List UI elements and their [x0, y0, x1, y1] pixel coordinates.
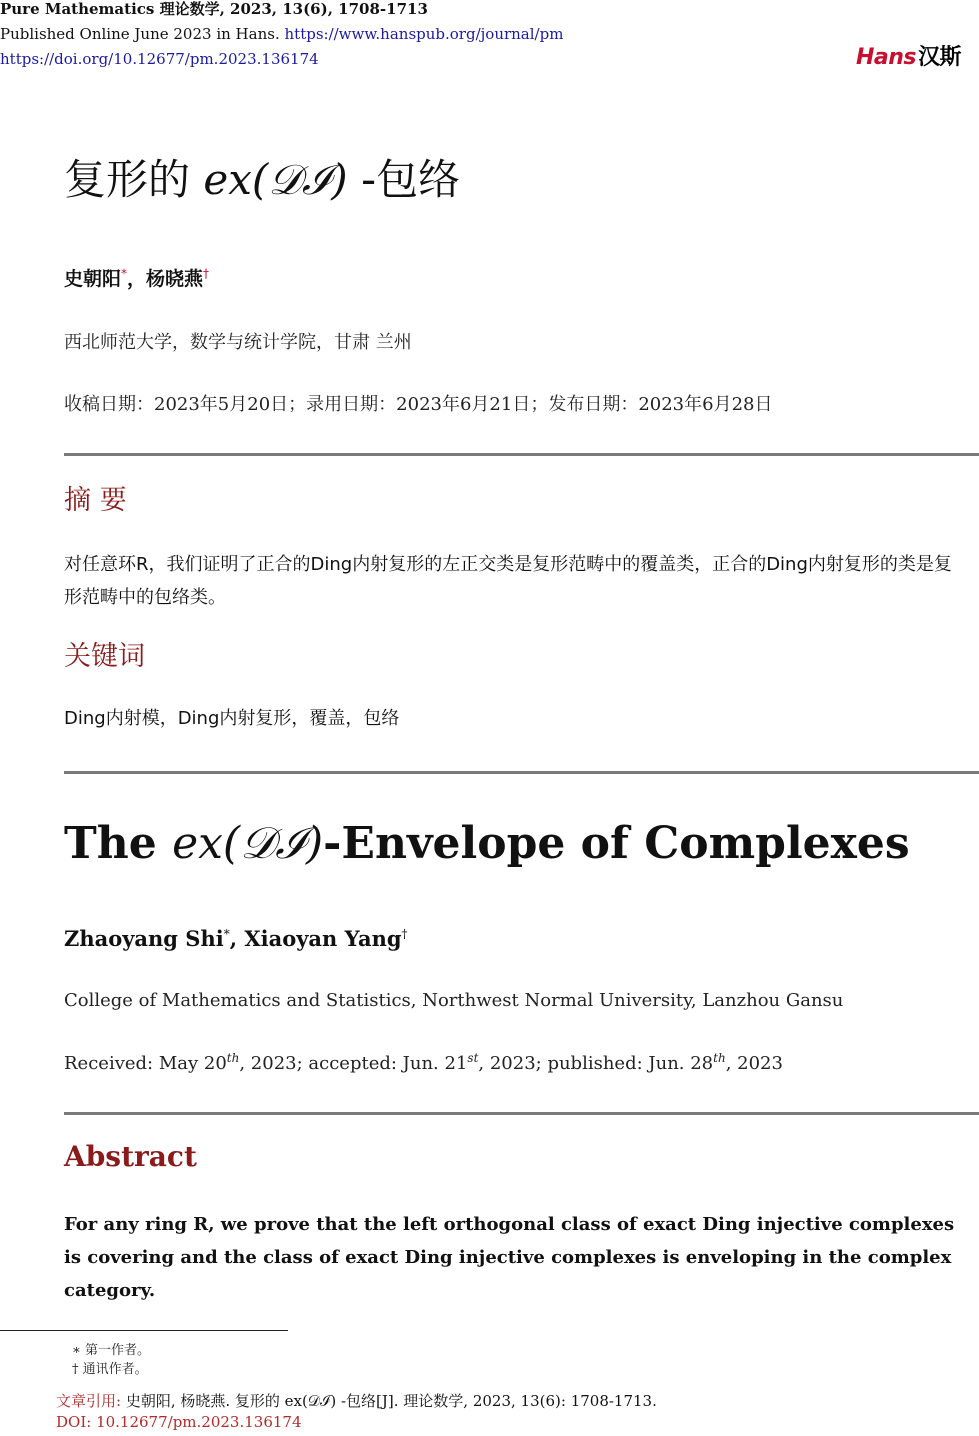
en-title [64, 812, 910, 876]
cn-author-1-mark: * [121, 266, 128, 281]
cn-author-2: 杨晓燕 [146, 268, 204, 290]
cn-abstract-text: 对任意环R，我们证明了正合的Ding内射复形的左正交类是复形范畴中的覆盖类，正合的Ding内射复形的类是复形范畴中的包络类。 [64, 554, 952, 608]
doi-link[interactable]: https://doi.org/10.12677/pm.2023.136174 [0, 50, 319, 68]
cn-title-prefix: 复形的 [64, 155, 191, 204]
section-rule [64, 453, 979, 456]
en-title-prefix: The [64, 818, 157, 869]
en-dates [64, 1051, 783, 1074]
citation [56, 1390, 657, 1412]
en-author-1: Zhaoyang Shi [64, 926, 224, 951]
en-abstract-heading: Abstract [64, 1140, 197, 1173]
footnote-mark-2: † [72, 1362, 79, 1377]
cn-keywords-text: Ding内射模，Ding内射复形，覆盖，包络 [64, 708, 400, 729]
journal-line: Pure Mathematics 理论数学, 2023, 13(6), 1708-1713 [0, 0, 428, 18]
published-text: Published Online June 2023 in Hans. [0, 25, 280, 43]
en-title-math: ex(𝒟ℐ) [172, 818, 324, 869]
en-affiliation: College of Mathematics and Statistics, Northwest Normal University, Lanzhou Gansu [64, 990, 844, 1011]
en-authors [64, 926, 408, 951]
en-date-received: Received: May 20 [64, 1053, 227, 1074]
cn-affiliation: 西北师范大学，数学与统计学院，甘肃 兰州 [64, 332, 412, 353]
citation-doi[interactable]: DOI: 10.12677/pm.2023.136174 [56, 1413, 302, 1431]
citation-label: 文章引用: [56, 1392, 122, 1410]
en-title-suffix: -Envelope of Complexes [323, 818, 910, 869]
cn-dates: 收稿日期：2023年5月20日；录用日期：2023年6月21日；发布日期：2023年6月28日 [64, 394, 773, 415]
footnote-corresponding [72, 1360, 148, 1380]
en-date-published: , 2023; published: Jun. 28 [478, 1053, 714, 1074]
cn-title-math: ex(𝒟ℐ) [203, 155, 348, 204]
en-author-1-mark: * [223, 927, 230, 941]
en-date-year: , 2023 [725, 1053, 783, 1074]
en-author-sep: , [229, 926, 245, 951]
footnote-rule [0, 1330, 288, 1331]
section-rule [64, 771, 979, 774]
en-abstract-text: For any ring R, we prove that the left orthogonal class of exact Ding injective complexes is covering and the class of exact Ding injective complexes is enveloping in the complex category. [64, 1214, 955, 1301]
cn-abstract-heading: 摘 要 [64, 485, 127, 516]
footnote-first-author [72, 1341, 150, 1361]
en-date-published-sup: th [713, 1051, 726, 1065]
footnote-text-1: 第一作者。 [84, 1343, 150, 1358]
citation-text: 史朝阳, 杨晓燕. 复形的 ex(𝒟ℐ) -包络[J]. 理论数学, 2023, 13(6): 1708-1713. [125, 1392, 657, 1410]
en-date-accepted-sup: st [467, 1051, 479, 1065]
cn-author-1: 史朝阳 [64, 268, 122, 290]
cn-title [64, 150, 460, 210]
published-line [0, 22, 563, 47]
cn-author-2-mark: † [203, 266, 210, 281]
cn-author-sep: ， [127, 268, 147, 290]
journal-link[interactable]: https://www.hanspub.org/journal/pm [284, 25, 564, 43]
en-author-2-mark: † [401, 927, 408, 941]
footnote-mark-1: ∗ [72, 1343, 81, 1358]
cn-authors [64, 264, 209, 291]
cn-keywords-heading: 关键词 [64, 641, 145, 672]
hans-logo [856, 40, 961, 71]
en-date-received-sup: th [226, 1051, 240, 1065]
footnote-text-2: 通讯作者。 [82, 1362, 148, 1377]
en-author-2: Xiaoyan Yang [244, 926, 402, 951]
cn-title-suffix: -包络 [360, 155, 461, 204]
en-date-accepted: , 2023; accepted: Jun. 21 [239, 1053, 468, 1074]
section-rule [64, 1112, 979, 1115]
logo-latin: Hans [855, 45, 916, 70]
logo-cn: 汉斯 [917, 45, 961, 70]
